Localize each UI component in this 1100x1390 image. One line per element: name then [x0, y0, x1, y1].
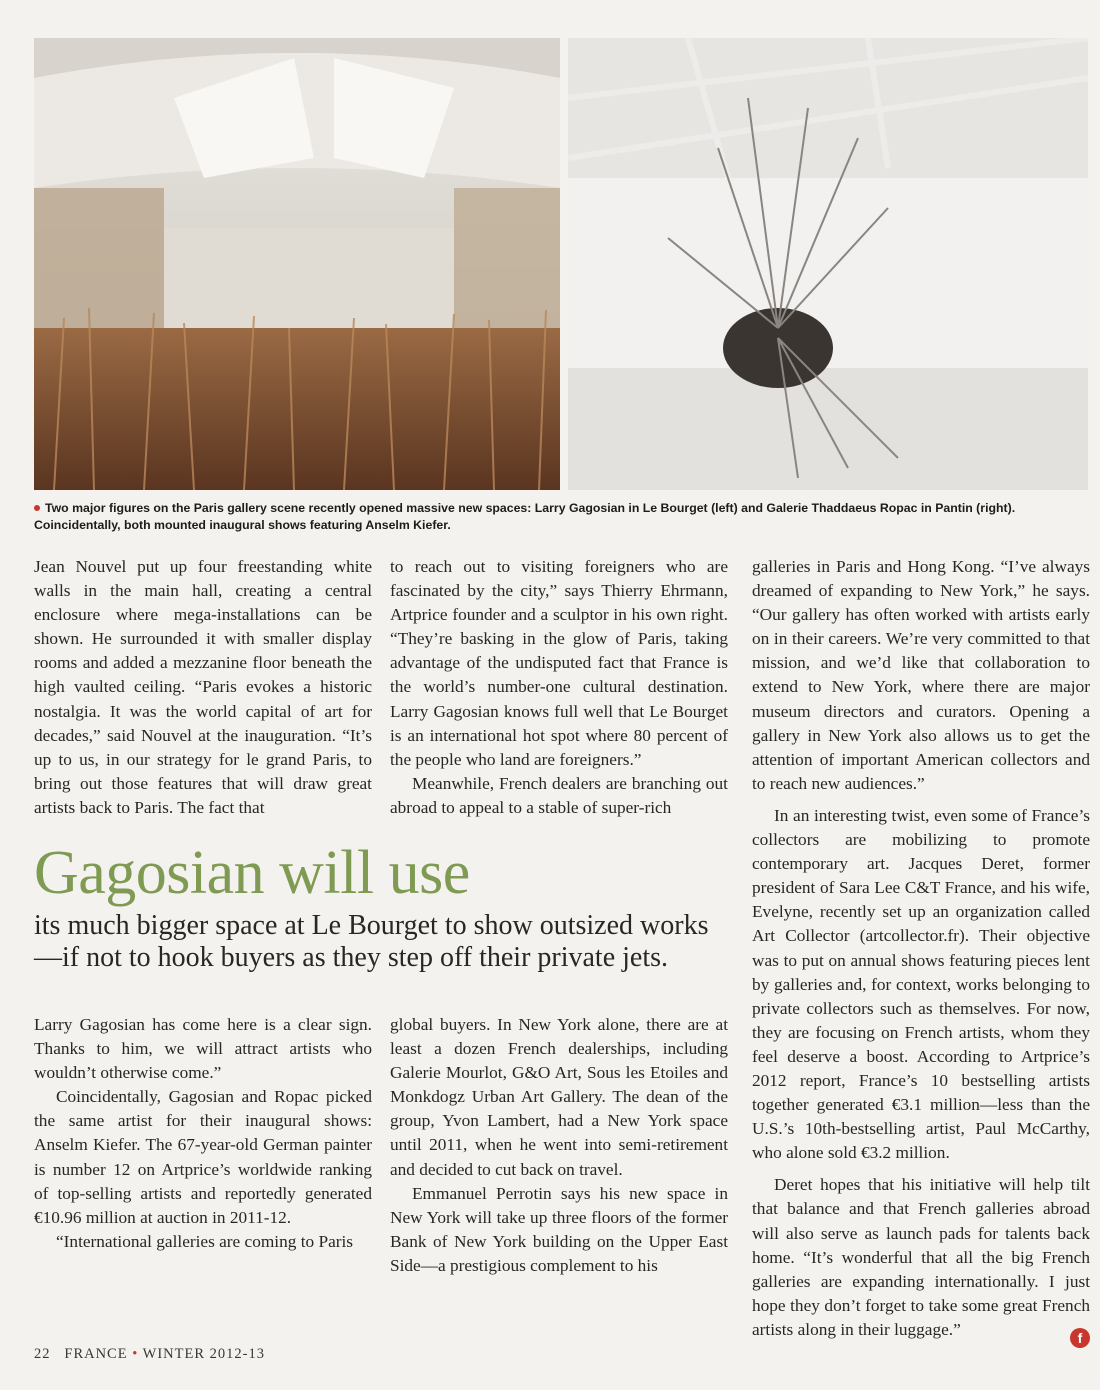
paragraph: global buyers. In New York alone, there are at least a dozen French dealerships, including Galerie Mourlot, G&O Art, Sous les Etoiles and Monkdogz Urban Art Gallery. The dean of the group, Yvon Lambert, had a New York space until 2011, when he went into semi-retirement and decided to cut back on travel.: [390, 1015, 728, 1179]
pullquote-subtitle: its much bigger space at Le Bourget to show outsized works—if not to hook buyers as they step off their private jets.: [34, 910, 709, 973]
paragraph: In an interesting twist, even some of France’s collectors are mobilizing to promote contemporary art. Jacques Deret, former president of Sara Lee C&T France, and his wife, Evelyne, recently set up an organization called Art Collector (artcollector.fr). Their objective was to put on annual shows featuring pieces lent by galleries and, for context, works belonging to private collectors such as themselves. For now, they are focusing on French artists, whom they feel deserve a boost. According to Artprice’s 2012 report, France’s 10 bestselling artists together generated €3.1 million—less than the U.S.’s 10th-bestselling artist, Paul McCarthy, who alone sold €3.2 million.: [752, 805, 1090, 1163]
paragraph: Coincidentally, Gagosian and Ropac picked the same artist for their inaugural shows: Anselm Kiefer. The 67-year-old German painter is number 12 on Artprice’s worldwide ranking of top-selling artists and reportedly generated €10.96 million at auction in 2011-12.: [34, 1087, 372, 1227]
caption-bullet-icon: [34, 505, 40, 511]
paragraph: Meanwhile, French dealers are branching out abroad to appeal to a stable of super-rich: [390, 773, 728, 817]
paragraph: Emmanuel Perrotin says his new space in New York will take up three floors of the former Bank of New York building on the Upper East Side—a prestigious complement to his: [390, 1183, 728, 1275]
paragraph: Jean Nouvel put up four freestanding white walls in the main hall, creating a central enclosure where mega-installations can be shown. He surrounded it with smaller display rooms and added a mezzanine floor beneath the high vaulted ceiling. “Paris evokes a historic nostalgia. It was the world capital of art for decades,” said Nouvel at the inauguration. “It’s up to us, in our strategy for le grand Paris, to bring out those features that will draw great artists back to Paris. The fact that: [34, 557, 372, 817]
photo-right-ropac: [568, 38, 1088, 490]
paragraph: galleries in Paris and Hong Kong. “I’ve always dreamed of expanding to New York,” he says. “Our gallery has often worked with artists early on in their careers. We’re very committed to that mission, and we’d like that collaboration to extend to New York, where there are major museum directors and curators. Opening a gallery in New York also allows us to get the attention of important American collectors and to reach new audiences.”: [752, 557, 1090, 793]
column-3: [752, 555, 1090, 1342]
paragraph: to reach out to visiting foreigners who are fascinated by the city,” says Thierry Ehrmann, Artprice founder and a sculptor in his own right. “They’re basking in the glow of Paris, taking advantage of the undisputed fact that France is the world’s number-one cultural destination. Larry Gagosian knows full well that Le Bourget is an international hot spot where 80 percent of the people who land are foreigners.”: [390, 557, 728, 769]
column-1-top: [34, 555, 372, 820]
photo-left-gagosian: [34, 38, 560, 490]
issue-label: WINTER 2012-13: [142, 1346, 265, 1362]
paragraph: Deret hopes that his initiative will help tilt that balance and that French galleries abroad will also serve as launch pads for talents back home. “It’s wonderful that all the big French galleries are expanding internationally. I just hope they don’t forget to take some great French artists along in their luggage.”: [752, 1175, 1090, 1339]
end-mark-icon: f: [1070, 1328, 1090, 1348]
page-footer: [34, 1346, 265, 1363]
column-2-bottom: [390, 1013, 728, 1278]
paragraph: “International galleries are coming to Paris: [56, 1231, 354, 1251]
photo-caption: Two major figures on the Paris gallery scene recently opened massive new spaces: Larry Gagosian in Le Bourget (left) and Galerie Thaddaeus Ropac in Pantin (right). Coincidentally, both mounted inaugural shows featuring Anselm Kiefer.: [34, 501, 1016, 532]
paragraph: Larry Gagosian has come here is a clear sign. Thanks to him, we will attract artists who wouldn’t otherwise come.”: [34, 1015, 372, 1083]
footer-bullet-icon: •: [132, 1346, 139, 1362]
column-2-top: [390, 555, 728, 820]
page-number: 22: [34, 1346, 51, 1362]
pullquote-title: Gagosian will use: [34, 839, 470, 907]
magazine-name: FRANCE: [64, 1346, 128, 1362]
column-1-bottom: [34, 1013, 372, 1254]
